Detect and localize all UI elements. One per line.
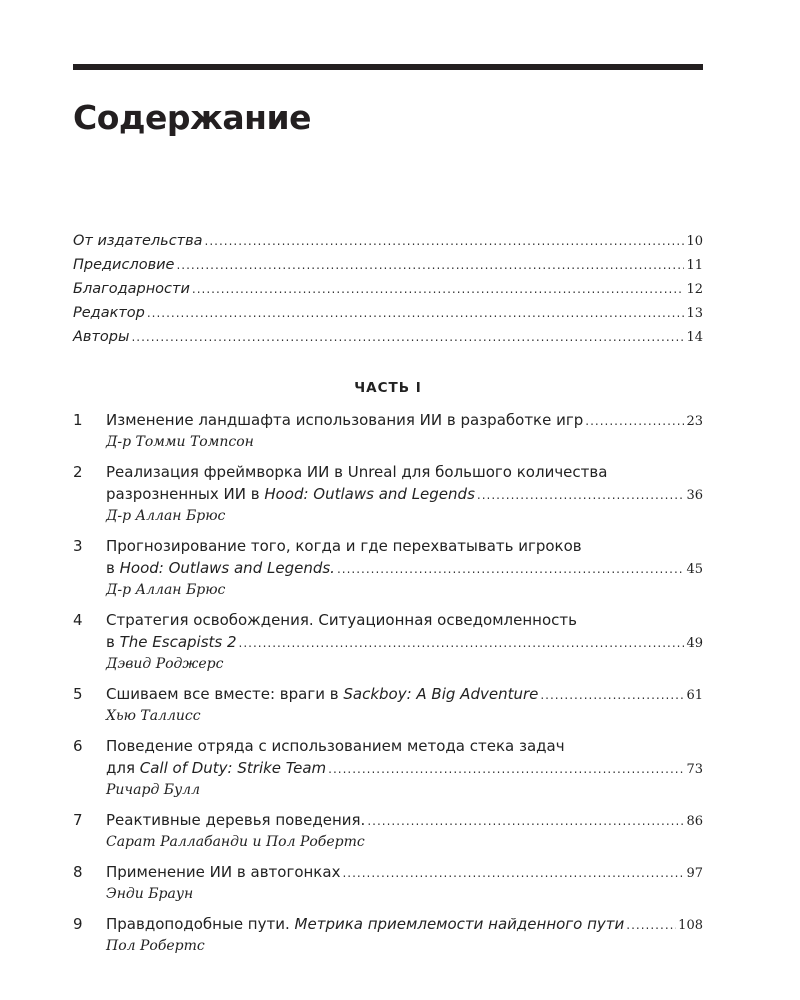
toc-entry-from-publisher[interactable] bbox=[73, 232, 703, 256]
chapter-author: Сарат Раллабанди и Пол Робертс bbox=[106, 834, 365, 850]
chapter-title bbox=[106, 862, 340, 882]
chapter-number: 2 bbox=[73, 463, 83, 481]
chapter-title-row bbox=[106, 758, 703, 780]
chapter-title-row bbox=[106, 632, 703, 654]
chapter-title bbox=[106, 758, 326, 778]
leader-dots bbox=[626, 915, 676, 935]
chapter-title bbox=[106, 684, 538, 704]
toc-entry-acknowledgements[interactable] bbox=[73, 280, 703, 304]
leader-dots bbox=[239, 633, 685, 653]
page-number: 23 bbox=[686, 414, 703, 429]
leader-dots bbox=[477, 485, 685, 505]
chapter-author: Дэвид Роджерс bbox=[106, 656, 224, 672]
chapter-title-text: Правдоподобные пути. bbox=[106, 915, 295, 933]
chapter-number: 3 bbox=[73, 537, 83, 555]
toc-entry-editor[interactable] bbox=[73, 304, 703, 328]
page-number: 14 bbox=[686, 330, 703, 345]
chapter-title-italic: Метрика приемлемости найденного пути bbox=[294, 915, 625, 933]
page-title: Содержание bbox=[73, 98, 311, 137]
page-number: 12 bbox=[686, 282, 703, 297]
leader-dots bbox=[147, 304, 685, 322]
leader-dots bbox=[367, 811, 684, 831]
leader-dots bbox=[342, 863, 684, 883]
leader-dots bbox=[205, 232, 685, 250]
entry-title: Редактор bbox=[73, 305, 145, 321]
page-number: 86 bbox=[686, 814, 703, 829]
chapter-title-italic: Sackboy: A Big Adventure bbox=[343, 685, 539, 703]
chapter-title-text: Сшиваем все вместе: враги в bbox=[106, 685, 344, 703]
chapter-entry[interactable] bbox=[73, 462, 703, 526]
chapter-title-line: Стратегия освобождения. Ситуационная осведомленность bbox=[106, 611, 577, 629]
chapter-number: 7 bbox=[73, 811, 83, 829]
leader-dots bbox=[192, 280, 685, 298]
chapter-number: 5 bbox=[73, 685, 83, 703]
chapter-title-italic: Hood: Outlaws and Legends bbox=[264, 485, 475, 503]
page-number: 11 bbox=[686, 258, 703, 273]
chapter-number: 1 bbox=[73, 411, 83, 429]
chapter-title-row bbox=[106, 558, 703, 580]
leader-dots bbox=[131, 328, 684, 346]
page-number: 73 bbox=[686, 762, 703, 777]
chapter-title-italic: Call of Duty: Strike Team bbox=[139, 759, 327, 777]
page-number: 49 bbox=[686, 636, 703, 651]
chapter-number: 8 bbox=[73, 863, 83, 881]
chapter-title bbox=[106, 914, 624, 934]
chapter-title-text: в bbox=[106, 633, 120, 651]
chapter-title-text: Реактивные деревья поведения. bbox=[106, 811, 366, 829]
chapter-title-italic: Hood: Outlaws and Legends. bbox=[119, 559, 335, 577]
chapter-title-italic: The Escapists 2 bbox=[119, 633, 237, 651]
chapter-title-row bbox=[106, 862, 703, 884]
page-number: 61 bbox=[686, 688, 703, 703]
chapter-title-line: Реализация фреймворка ИИ в Unreal для большого количества bbox=[106, 463, 608, 481]
page-number: 10 bbox=[686, 234, 703, 249]
chapter-title-row bbox=[106, 484, 703, 506]
chapter-title bbox=[106, 410, 583, 430]
chapter-entry[interactable] bbox=[73, 410, 703, 452]
chapter-entry[interactable] bbox=[73, 610, 703, 674]
chapter-title bbox=[106, 484, 475, 504]
page-number: 45 bbox=[686, 562, 703, 577]
leader-dots bbox=[328, 759, 684, 779]
chapter-author: Энди Браун bbox=[106, 886, 194, 902]
chapter-title-text: Изменение ландшафта использования ИИ в разработке игр bbox=[106, 411, 584, 429]
leader-dots bbox=[337, 559, 685, 579]
chapter-title bbox=[106, 810, 365, 830]
page-number: 36 bbox=[686, 488, 703, 503]
chapter-title-line: Прогнозирование того, когда и где перехватывать игроков bbox=[106, 537, 582, 555]
chapter-title-line: Поведение отряда с использованием метода стека задач bbox=[106, 737, 565, 755]
chapter-author: Д-р Аллан Брюс bbox=[106, 508, 226, 524]
leader-dots bbox=[540, 685, 684, 705]
chapter-title bbox=[106, 558, 335, 578]
entry-title: Авторы bbox=[73, 329, 130, 345]
page-number: 108 bbox=[678, 918, 703, 933]
chapter-title-row bbox=[106, 684, 703, 706]
chapter-title bbox=[106, 632, 237, 652]
toc-entry-authors[interactable] bbox=[73, 328, 703, 352]
chapter-author: Хью Таллисс bbox=[106, 708, 201, 724]
entry-title: Предисловие bbox=[73, 257, 175, 273]
chapter-author: Д-р Аллан Брюс bbox=[106, 582, 226, 598]
page-number: 97 bbox=[686, 866, 703, 881]
chapter-author: Пол Робертс bbox=[106, 938, 205, 954]
chapter-title-text: Применение ИИ в автогонках bbox=[106, 863, 341, 881]
chapter-title-text: разрозненных ИИ в bbox=[106, 485, 265, 503]
toc-entry-preface[interactable] bbox=[73, 256, 703, 280]
chapter-entry[interactable] bbox=[73, 810, 703, 852]
chapter-title-row bbox=[106, 810, 703, 832]
chapter-title-text: для bbox=[106, 759, 140, 777]
chapter-entry[interactable] bbox=[73, 536, 703, 600]
leader-dots bbox=[585, 411, 684, 431]
entry-title: Благодарности bbox=[73, 281, 190, 297]
chapter-entry[interactable] bbox=[73, 862, 703, 904]
chapter-number: 4 bbox=[73, 611, 83, 629]
leader-dots bbox=[176, 256, 684, 274]
entry-title: От издательства bbox=[73, 233, 203, 249]
part-heading: ЧАСТЬ I bbox=[354, 380, 422, 396]
chapter-author: Д-р Томми Томпсон bbox=[106, 434, 254, 450]
top-rule bbox=[73, 64, 703, 70]
chapter-list bbox=[73, 410, 703, 966]
chapter-number: 6 bbox=[73, 737, 83, 755]
chapter-number: 9 bbox=[73, 915, 83, 933]
chapter-title-row bbox=[106, 410, 703, 432]
chapter-entry[interactable] bbox=[73, 684, 703, 726]
chapter-title-text: в bbox=[106, 559, 120, 577]
chapter-entry[interactable] bbox=[73, 914, 703, 956]
chapter-title-row bbox=[106, 914, 703, 936]
chapter-author: Ричард Булл bbox=[106, 782, 201, 798]
page-number: 13 bbox=[686, 306, 703, 321]
front-matter-list bbox=[73, 232, 703, 352]
chapter-entry[interactable] bbox=[73, 736, 703, 800]
